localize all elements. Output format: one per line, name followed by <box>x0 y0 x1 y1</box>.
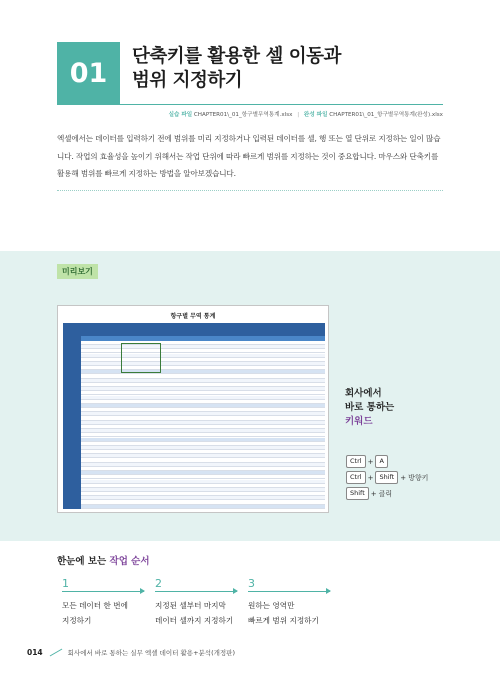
table-row <box>81 505 325 509</box>
practice-file-name: CHAPTER01\_01_항구별무역통계.xlsx <box>193 112 293 118</box>
step-text-line-2: 지정하기 <box>62 616 92 625</box>
step-number: 1 <box>62 577 69 590</box>
intro-paragraph: 엑셀에서는 데이터를 입력하기 전에 범위를 미리 지정하거나 입력된 데이터를 셀, 행 또는 열 단위로 지정하는 일이 많습니다. 작업의 효율성을 높이기 위해서는 작업 단위에 따라 빠르게 범위를 지정하는 것이 중요합니다. 마우스와 단축키를 활용해 범위를 빠르게 지정하는 방법을 알아보겠습니다. <box>57 134 441 178</box>
step-1 <box>62 577 128 625</box>
file-separator: | <box>297 112 300 118</box>
page-footer <box>27 648 235 657</box>
key-shift: Shift <box>346 487 369 500</box>
key-a: A <box>375 455 387 468</box>
step-text-line-1: 원하는 영역만 <box>248 601 295 610</box>
book-title: 회사에서 바로 통하는 실무 엑셀 데이터 활용+분석(개정판) <box>67 649 235 657</box>
complete-file-name: CHAPTER01\_01_항구별무역통계(완성).xlsx <box>329 112 443 118</box>
intro-divider <box>57 190 443 191</box>
plus-sign: + <box>400 473 407 482</box>
page-number: 014 <box>27 648 43 657</box>
selection-range <box>121 343 161 373</box>
shortcut-heading-line-2: 바로 통하는 <box>345 402 395 413</box>
file-info <box>169 110 443 118</box>
key-shift: Shift <box>375 471 398 484</box>
step-2 <box>155 577 234 625</box>
spreadsheet-preview-image <box>57 305 329 513</box>
practice-file-label: 실습 파일 <box>168 112 193 118</box>
shortcut-ctrl-a <box>346 455 388 468</box>
shortcut-heading-line-1: 회사에서 <box>345 388 382 399</box>
step-number: 3 <box>248 577 255 590</box>
chapter-number-badge: 01 <box>57 42 120 105</box>
shortcut-shift-click <box>346 487 392 500</box>
step-arrow <box>248 591 330 592</box>
table-header <box>63 323 325 336</box>
table-rows <box>81 341 325 509</box>
step-3 <box>248 577 319 625</box>
plus-sign: + <box>367 457 374 466</box>
plus-sign: + <box>367 473 374 482</box>
key-ctrl: Ctrl <box>346 471 366 484</box>
footer-slash <box>49 649 62 657</box>
step-arrow <box>62 591 144 592</box>
page-title <box>132 45 341 93</box>
steps-heading-prefix: 한눈에 보는 <box>57 556 107 567</box>
complete-file-label: 완성 파일 <box>303 112 328 118</box>
plus-sign: + <box>370 489 377 498</box>
shortcut-heading-accent: 키워드 <box>345 416 373 427</box>
title-line-1: 단축키를 활용한 셀 이동과 <box>132 46 341 67</box>
table-group-column <box>63 336 81 509</box>
step-text-line-2: 빠르게 범위 지정하기 <box>248 616 319 625</box>
step-number: 2 <box>155 577 162 590</box>
click-label: 클릭 <box>378 489 393 498</box>
step-text-line-1: 지정된 셀부터 마지막 <box>155 601 226 610</box>
title-divider <box>57 104 443 105</box>
key-arrow-label: 방향키 <box>408 473 429 482</box>
title-line-2: 범위 지정하기 <box>132 70 243 91</box>
step-text <box>248 598 358 628</box>
step-text-line-2: 데이터 셀까지 지정하기 <box>155 616 234 625</box>
sheet-title: 항구별 무역 통계 <box>170 313 216 320</box>
step-arrow <box>155 591 237 592</box>
shortcut-ctrl-shift-arrow <box>346 471 428 484</box>
shortcut-heading <box>345 387 394 429</box>
preview-label: 미리보기 <box>57 264 98 279</box>
key-ctrl: Ctrl <box>346 455 366 468</box>
steps-heading <box>57 553 150 567</box>
step-text-line-1: 모든 데이터 한 번에 <box>62 601 128 610</box>
steps-heading-accent: 작업 순서 <box>109 556 150 567</box>
sheet-table <box>63 323 325 509</box>
